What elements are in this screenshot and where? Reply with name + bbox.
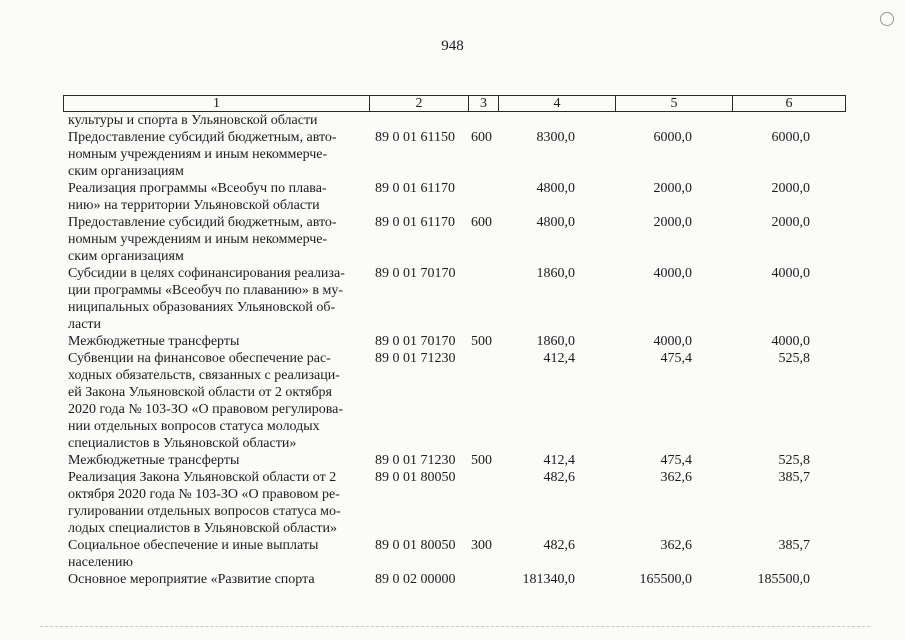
row-2-description-line: Реализация программы «Всеобуч по плава- [68, 181, 327, 196]
row-1-value-col-4: 8300,0 [536, 130, 575, 145]
row-4-description-line: ниципальных образованиях Ульяновской об- [68, 300, 336, 315]
row-8-description-line: гулировании отдельных вопросов статуса мо- [68, 504, 341, 519]
row-7-value-col-5: 475,4 [660, 453, 692, 468]
row-5-code: 89 0 01 70170 [375, 334, 456, 349]
row-7-value-col-6: 525,8 [778, 453, 810, 468]
page-number: 948 [441, 38, 464, 54]
row-8-description-line: октября 2020 года № 103-ЗО «О правовом ре- [68, 487, 340, 502]
row-6-value-col-4: 412,4 [543, 351, 575, 366]
row-9-code: 89 0 01 80050 [375, 538, 456, 553]
row-3-value-col-6: 2000,0 [771, 215, 810, 230]
row-3-description-line: номным учреждениям и иным некоммерче- [68, 232, 328, 247]
row-9-value-col-5: 362,6 [660, 538, 692, 553]
continuation-text: культуры и спорта в Ульяновской области [68, 113, 318, 128]
row-3-description-line: Предоставление субсидий бюджетным, авто- [68, 215, 337, 230]
row-9-description-line: Социальное обеспечение и иные выплаты [68, 538, 319, 553]
row-2-code: 89 0 01 61170 [375, 181, 455, 196]
row-4-value-col-4: 1860,0 [536, 266, 575, 281]
row-4-description-line: ции программы «Всеобуч по плаванию» в му- [68, 283, 344, 298]
scan-corner-mark [880, 12, 894, 26]
row-6-description-line: ходных обязательств, связанных с реализаци- [68, 368, 340, 383]
row-8-description-line: Реализация Закона Ульяновской области от 2 [68, 470, 337, 485]
row-6-value-col-5: 475,4 [660, 351, 692, 366]
row-4-value-col-5: 4000,0 [653, 266, 692, 281]
row-7-value-col-4: 412,4 [543, 453, 575, 468]
row-6-description-line: Субвенции на финансовое обеспечение рас- [68, 351, 331, 366]
row-6-code: 89 0 01 71230 [375, 351, 456, 366]
row-2-value-col-5: 2000,0 [653, 181, 692, 196]
header-col-5: 5 [615, 96, 732, 111]
header-col-4: 4 [498, 96, 615, 111]
row-3-value-col-5: 2000,0 [653, 215, 692, 230]
row-7-section: 500 [471, 453, 492, 468]
header-col-2: 2 [369, 96, 468, 111]
header-col-3: 3 [468, 96, 498, 111]
row-5-description-line: Межбюджетные трансферты [68, 334, 240, 349]
row-10-value-col-4: 181340,0 [522, 572, 575, 587]
row-4-code: 89 0 01 70170 [375, 266, 456, 281]
row-7-code: 89 0 01 71230 [375, 453, 456, 468]
row-2-description-line: нию» на территории Ульяновской области [68, 198, 320, 213]
row-8-code: 89 0 01 80050 [375, 470, 456, 485]
row-6-description-line: ей Закона Ульяновской области от 2 октября [68, 385, 332, 400]
row-2-value-col-6: 2000,0 [771, 181, 810, 196]
row-5-value-col-6: 4000,0 [771, 334, 810, 349]
row-8-value-col-4: 482,6 [543, 470, 575, 485]
row-1-code: 89 0 01 61150 [375, 130, 455, 145]
row-1-section: 600 [471, 130, 492, 145]
row-4-value-col-6: 4000,0 [771, 266, 810, 281]
header-col-6: 6 [732, 96, 845, 111]
row-4-description-line: ласти [68, 317, 102, 332]
row-6-description-line: нии отдельных вопросов статуса молодых [68, 419, 320, 434]
table-header [63, 95, 846, 112]
row-4-description-line: Субсидии в целях софинансирования реализа- [68, 266, 345, 281]
row-1-value-col-5: 6000,0 [653, 130, 692, 145]
row-10-description-line: Основное мероприятие «Развитие спорта [68, 572, 315, 587]
row-10-value-col-6: 185500,0 [757, 572, 810, 587]
row-1-description-line: Предоставление субсидий бюджетным, авто- [68, 130, 337, 145]
row-6-description-line: 2020 года № 103-ЗО «О правовом регулирова- [68, 402, 344, 417]
row-3-code: 89 0 01 61170 [375, 215, 455, 230]
row-10-code: 89 0 02 00000 [375, 572, 456, 587]
row-1-value-col-6: 6000,0 [771, 130, 810, 145]
row-5-value-col-5: 4000,0 [653, 334, 692, 349]
row-10-value-col-5: 165500,0 [639, 572, 692, 587]
row-2-value-col-4: 4800,0 [536, 181, 575, 196]
row-1-description-line: номным учреждениям и иным некоммерче- [68, 147, 328, 162]
row-9-section: 300 [471, 538, 492, 553]
row-1-description-line: ским организациям [68, 164, 184, 179]
row-8-value-col-6: 385,7 [778, 470, 810, 485]
scan-edge [40, 626, 870, 627]
row-6-description-line: специалистов в Ульяновской области» [68, 436, 297, 451]
row-3-value-col-4: 4800,0 [536, 215, 575, 230]
row-5-value-col-4: 1860,0 [536, 334, 575, 349]
row-8-description-line: лодых специалистов в Ульяновской области» [68, 521, 337, 536]
row-3-section: 600 [471, 215, 492, 230]
row-7-description-line: Межбюджетные трансферты [68, 453, 240, 468]
row-9-value-col-4: 482,6 [543, 538, 575, 553]
row-9-description-line: населению [68, 555, 133, 570]
header-col-1: 1 [213, 96, 220, 111]
row-8-value-col-5: 362,6 [660, 470, 692, 485]
row-3-description-line: ским организациям [68, 249, 184, 264]
row-9-value-col-6: 385,7 [778, 538, 810, 553]
row-6-value-col-6: 525,8 [778, 351, 810, 366]
row-5-section: 500 [471, 334, 492, 349]
